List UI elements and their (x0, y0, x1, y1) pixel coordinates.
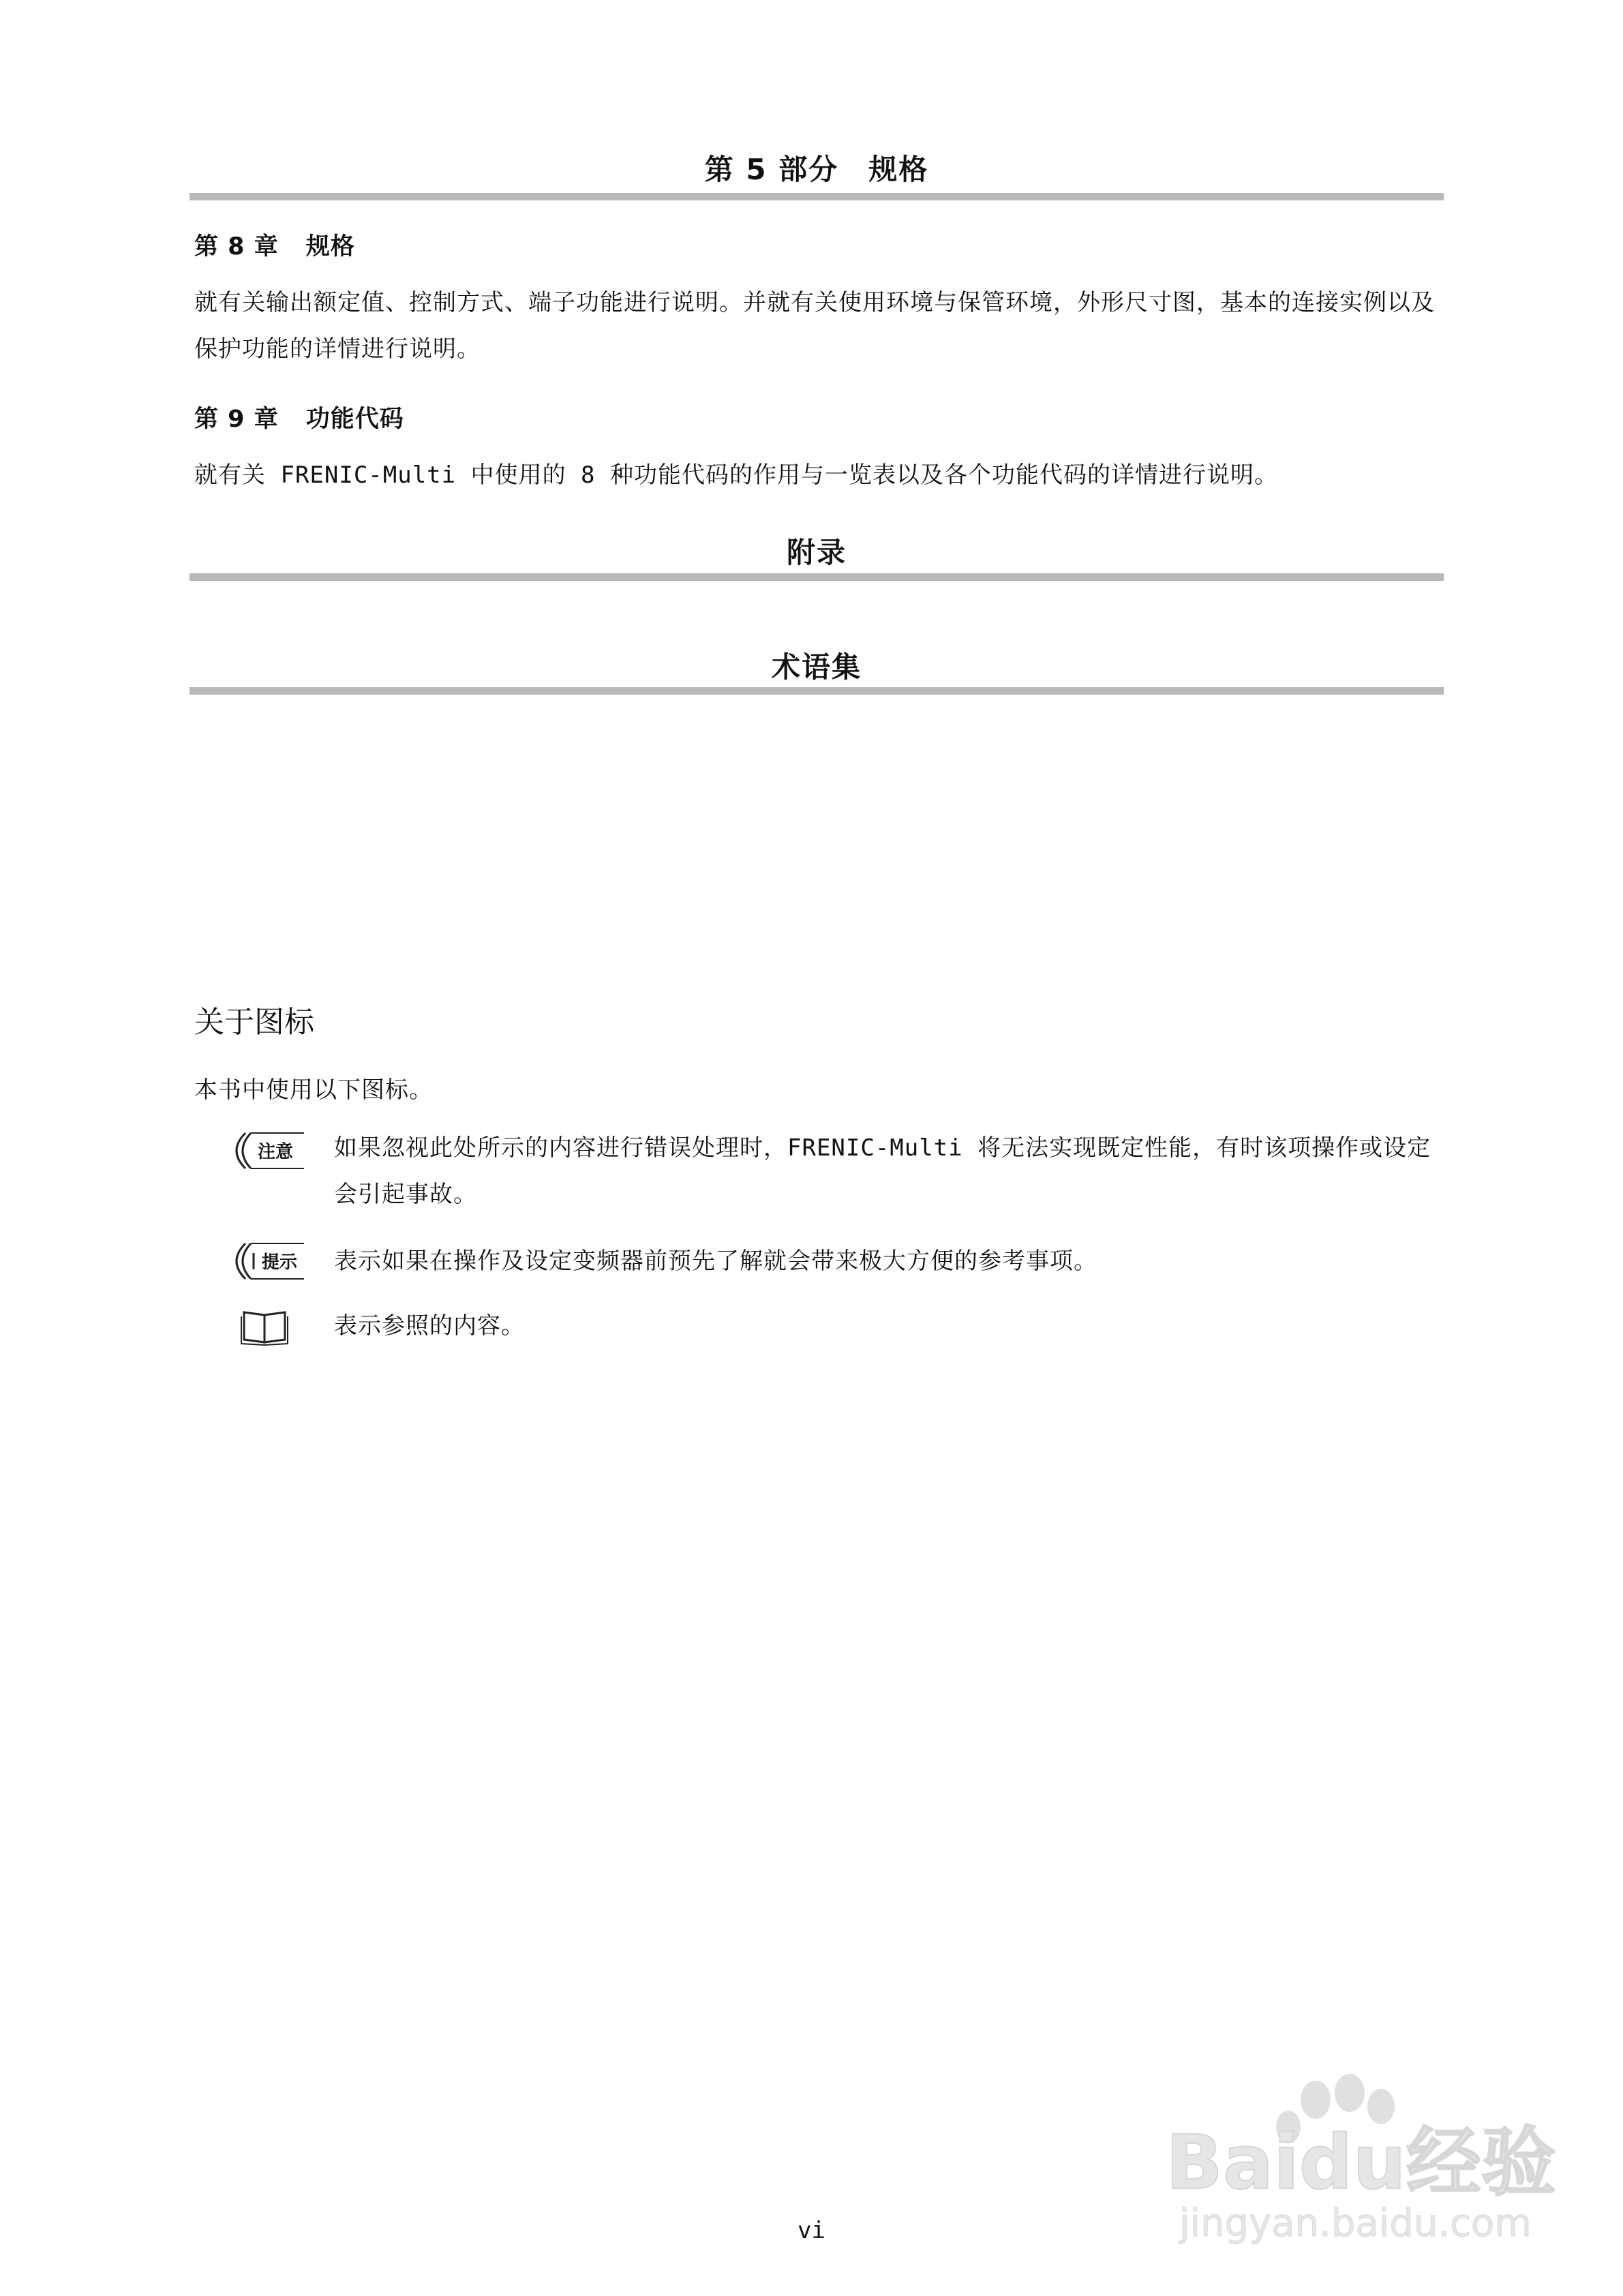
part-heading-rule (189, 193, 1444, 200)
icons-section-intro: 本书中使用以下图标。 (194, 1076, 433, 1104)
icon-row-caution (225, 1130, 1452, 1226)
hint-icon-label: 提示 (261, 1252, 298, 1273)
chapter9-number: 第 9 章 (194, 406, 279, 433)
icons-section-title: 关于图标 (194, 1005, 314, 1040)
chapter8-title: 规格 (305, 233, 355, 260)
caution-icon-label: 注意 (257, 1142, 294, 1162)
part-heading: 第 5 部分 规格 (704, 153, 929, 186)
appendix-rule (189, 573, 1444, 581)
chapter9-title: 功能代码 (305, 406, 404, 433)
baidu-watermark (1152, 2072, 1561, 2250)
hint-icon (225, 1241, 307, 1282)
chapter9-heading (194, 408, 404, 432)
page-number: vi (798, 2217, 825, 2244)
watermark-brand: Baidu经验 (1166, 2119, 1556, 2206)
hint-description: 表示如果在操作及设定变频器前预先了解就会带来极大方便的参考事项。 (334, 1248, 1097, 1275)
watermark-url: jingyan.baidu.com (1179, 2201, 1532, 2246)
icon-row-hint (225, 1241, 1452, 1288)
chapter8-number: 第 8 章 (194, 233, 279, 260)
caution-icon (225, 1130, 307, 1171)
book-icon (225, 1305, 307, 1346)
chapter8-heading (194, 235, 355, 259)
appendix-heading: 附录 (786, 536, 847, 569)
chapter8-description: 就有关输出额定值、控制方式、端子功能进行说明。并就有关使用环境与保管环境，外形尺寸图，基本的连接实例以及保护功能的详情进行说明。 (194, 289, 1435, 363)
icon-row-reference (225, 1305, 1452, 1353)
glossary-heading: 术语集 (771, 650, 862, 684)
caution-description: 如果忽视此处所示的内容进行错误处理时，FRENIC-Multi 将无法实现既定性能，有时该项操作或设定会引起事故。 (334, 1134, 1431, 1208)
chapter9-description: 就有关 FRENIC-Multi 中使用的 8 种功能代码的作用与一览表以及各个功能代码的详情进行说明。 (194, 462, 1278, 489)
glossary-rule (189, 687, 1444, 695)
reference-description: 表示参照的内容。 (334, 1312, 525, 1340)
